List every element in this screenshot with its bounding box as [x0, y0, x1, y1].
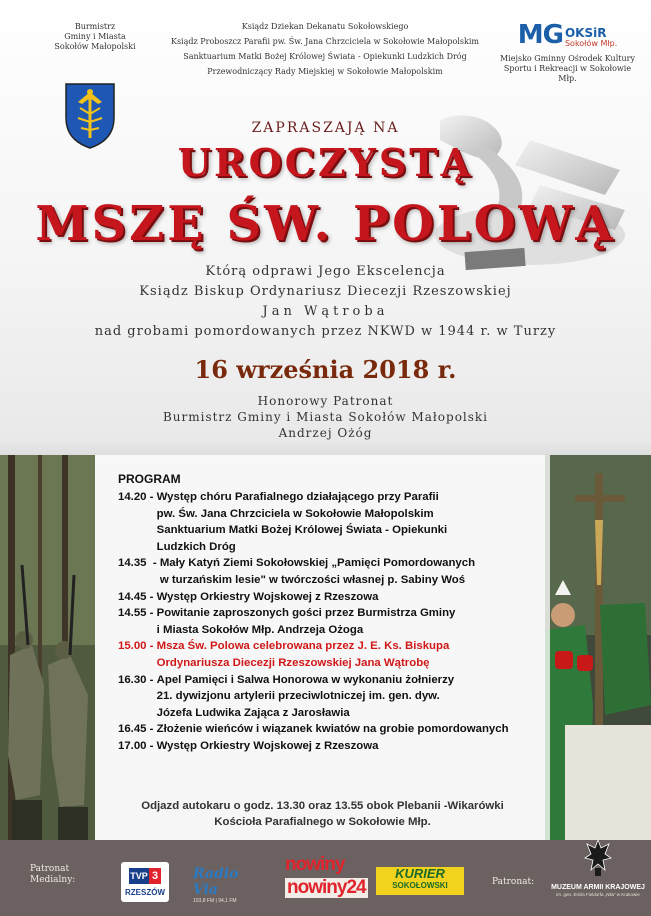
museum-name: MUZEUM ARMII KRAJOWEJ [551, 884, 645, 891]
program-item-line: i Miasta Sokołów Młp. Andrzeja Ożoga [156, 623, 364, 636]
kurier-sokolowski-logo [376, 867, 464, 895]
organizer-line-3: Sanktuarium Matki Bożej Królowej Świata - Opiekunki Ludzkich Dróg [183, 52, 467, 61]
mgoksir-line-1: Miejsko Gminny Ośrodek Kultury [500, 54, 635, 63]
burmistrz-line-1: Burmistrz [74, 22, 116, 31]
intro-line-2: Ksiądz Biskup Ordynariusz Diecezji Rzeszowskiej [139, 284, 512, 299]
burmistrz-line-2: Gminy i Miasta [64, 32, 126, 41]
nowiny24-name: nowiny24 [287, 877, 366, 898]
title-line-1: UROCZYSTĄ [177, 140, 474, 185]
intro-line-4: nad grobami pomordowanych przez NKWD w 1944 r. w Turzy [94, 324, 557, 339]
tvp-city: RZESZÓW [125, 888, 165, 897]
patron-line-2: Burmistrz Gminy i Miasta Sokołów Małopolski [162, 410, 489, 424]
program-item: 16.30 - Apel Pamięci i Salwa Honorowa w wykonaniu żołnierzy 21. dywizjonu artylerii przeciwlotniczej im. gen. dyw. Józefa Ludwika Zająca z Jarosławia [118, 672, 548, 722]
mgoksir-line-2: Sportu i Rekreacji w Sokołowie Młp. [503, 64, 632, 83]
intro-line-1: Którą odprawi Jego Ekscelencja [205, 264, 446, 279]
program-item-time: 16.45 [118, 723, 147, 736]
organizer-line-1: Ksiądz Dziekan Dekanatu Sokołowskiego [241, 22, 409, 31]
eagle-emblem-icon [583, 838, 613, 878]
patronage-label: Patronat: [492, 877, 535, 887]
organizer-line-2: Ksiądz Proboszcz Parafii pw. Św. Jana Chrzciciela w Sokołowie Małopolskim [170, 37, 480, 46]
program-item-line: Apel Pamięci i Salwa Honorowa w wykonaniu żołnierzy [156, 673, 455, 686]
nowiny-name: nowiny [285, 854, 345, 875]
radio-name: Radio Via [193, 866, 239, 898]
invite-text: ZAPRASZAJĄ NA [251, 120, 400, 136]
program-item-time: 14.45 [118, 590, 147, 603]
program-item: 14.35 - Mały Katyń Ziemi Sokołowskiej „Pamięci Pomordowanych w turzańskim lesie" w twórczości własnej p. Sabiny Woś [118, 555, 548, 588]
intro-block [0, 262, 651, 342]
bishop-photo [545, 455, 651, 840]
soldiers-photo [0, 455, 95, 840]
organizer-line-4: Przewodniczący Rady Miejskiej w Sokołowie Małopolskim [207, 67, 443, 76]
nowiny-logo [285, 854, 366, 903]
program-item-time: 16.30 [118, 673, 147, 686]
program-item-line: w turzańskim lesie" w twórczości własnej p. Sabiny Woś [159, 573, 466, 586]
museum-sub: im. gen. Emila Fieldorfa „Nila" w Krakowie [556, 892, 640, 897]
kurier-name: KURIER [395, 866, 445, 881]
radio-frequency: 103,8 FM | 94,1 FM [193, 898, 237, 904]
mgoksir-logo [495, 22, 640, 48]
program-item-line: 21. dywizjonu artylerii przeciwlotniczej im. gen. dyw. [156, 690, 440, 703]
program-list [118, 489, 548, 755]
organizers-block [150, 22, 500, 82]
bus-info-line-2: Kościoła Parafialnego w Sokołowie Młp. [214, 816, 431, 828]
mgoksir-logo-name: OKSiR [564, 26, 607, 40]
bus-info-line-1: Odjazd autokaru o godz. 13.30 oraz 13.55 obok Plebanii -Wikarówki [141, 800, 504, 812]
program-item: 14.45 - Występ Orkiestry Wojskowej z Rzeszowa [118, 589, 548, 606]
radio-via-logo [193, 866, 263, 904]
program-box [95, 455, 550, 840]
program-item-time: 14.55 [118, 607, 147, 620]
mgoksir-block [495, 22, 640, 84]
program-item: 14.55 - Powitanie zaproszonych gości przez Burmistrza Gminy i Miasta Sokołów Młp. Andrzeja Ożoga [118, 605, 548, 638]
program-item-line: pw. Św. Jana Chrzciciela w Sokołowie Małopolskim [156, 507, 434, 520]
tvp-name: TVP [129, 868, 149, 884]
program-item-line: Ordynariusza Diecezji Rzeszowskiej Jana Wątrobę [156, 656, 430, 669]
program-item-line: Występ Orkiestry Wojskowej z Rzeszowa [156, 590, 379, 603]
program-item-time: 14.20 [118, 491, 147, 503]
mgoksir-logo-sub: Sokołów Młp. [564, 39, 618, 48]
program-item-line: Ludzkich Dróg [156, 540, 236, 553]
program-item-time: 15.00 [118, 640, 147, 653]
program-item-line: Złożenie wieńców i wiązanek kwiatów na grobie pomordowanych [156, 723, 509, 736]
kurier-sub: SOKOŁOWSKI [392, 881, 448, 890]
program-item-line: Sanktuarium Matki Bożej Królowej Świata - Opiekunki [156, 524, 448, 537]
program-item-highlight: 15.00 - Msza Św. Polowa celebrowana przez J. E. Ks. Biskupa Ordynariusza Diecezji Rzeszowskiej Jana Wątrobę [118, 638, 548, 671]
event-date: 16 września 2018 r. [194, 355, 457, 384]
program-item-line: Występ chóru Parafialnego działającego przy Parafii [156, 491, 439, 503]
intro-line-3: Jan Wątroba [262, 304, 389, 319]
bus-info [95, 798, 550, 830]
program-item: 14.20 - Występ chóru Parafialnego działającego przy Parafii pw. Św. Jana Chrzciciela w Sokołowie Małopolskim Sanktuarium Matki Bożej Królowej Świata - Opiekunki Ludzkich Dróg [118, 489, 548, 555]
media-label-line-1: Patronat [30, 864, 70, 874]
tvp-number: 3 [149, 868, 161, 884]
program-item-line: Powitanie zaproszonych gości przez Burmistrza Gminy [156, 607, 456, 620]
mgoksir-logo-mg: MG [517, 20, 563, 50]
patron-line-1: Honorowy Patronat [257, 394, 394, 408]
program-item-line: Msza Św. Polowa celebrowana przez J. E. Ks. Biskupa [156, 640, 450, 653]
burmistrz-block [40, 22, 150, 52]
title-line-2: MSZĘ ŚW. POLOWĄ [35, 196, 616, 252]
program-item: 17.00 - Występ Orkiestry Wojskowej z Rzeszowa [118, 738, 548, 755]
burmistrz-line-3: Sokołów Małopolski [54, 42, 136, 51]
program-item: 16.45 - Złożenie wieńców i wiązanek kwiatów na grobie pomordowanych [118, 721, 548, 738]
patron-line-3: Andrzej Ożóg [278, 426, 373, 440]
media-patronage-label [30, 864, 75, 886]
museum-armii-krajowej-logo [548, 838, 648, 916]
honorary-patron-block [0, 393, 651, 441]
program-item-line: Występ Orkiestry Wojskowej z Rzeszowa [156, 739, 379, 752]
program-item-time: 17.00 [118, 739, 147, 752]
program-item-line: Mały Katyń Ziemi Sokołowskiej „Pamięci Pomordowanych [159, 557, 476, 570]
tvp3-logo [121, 862, 169, 902]
program-title: PROGRAM [118, 472, 181, 486]
program-item-time: 14.35 [118, 557, 147, 570]
program-item-line: Józefa Ludwika Zająca z Jarosławia [156, 706, 350, 719]
media-label-line-2: Medialny: [30, 875, 76, 885]
